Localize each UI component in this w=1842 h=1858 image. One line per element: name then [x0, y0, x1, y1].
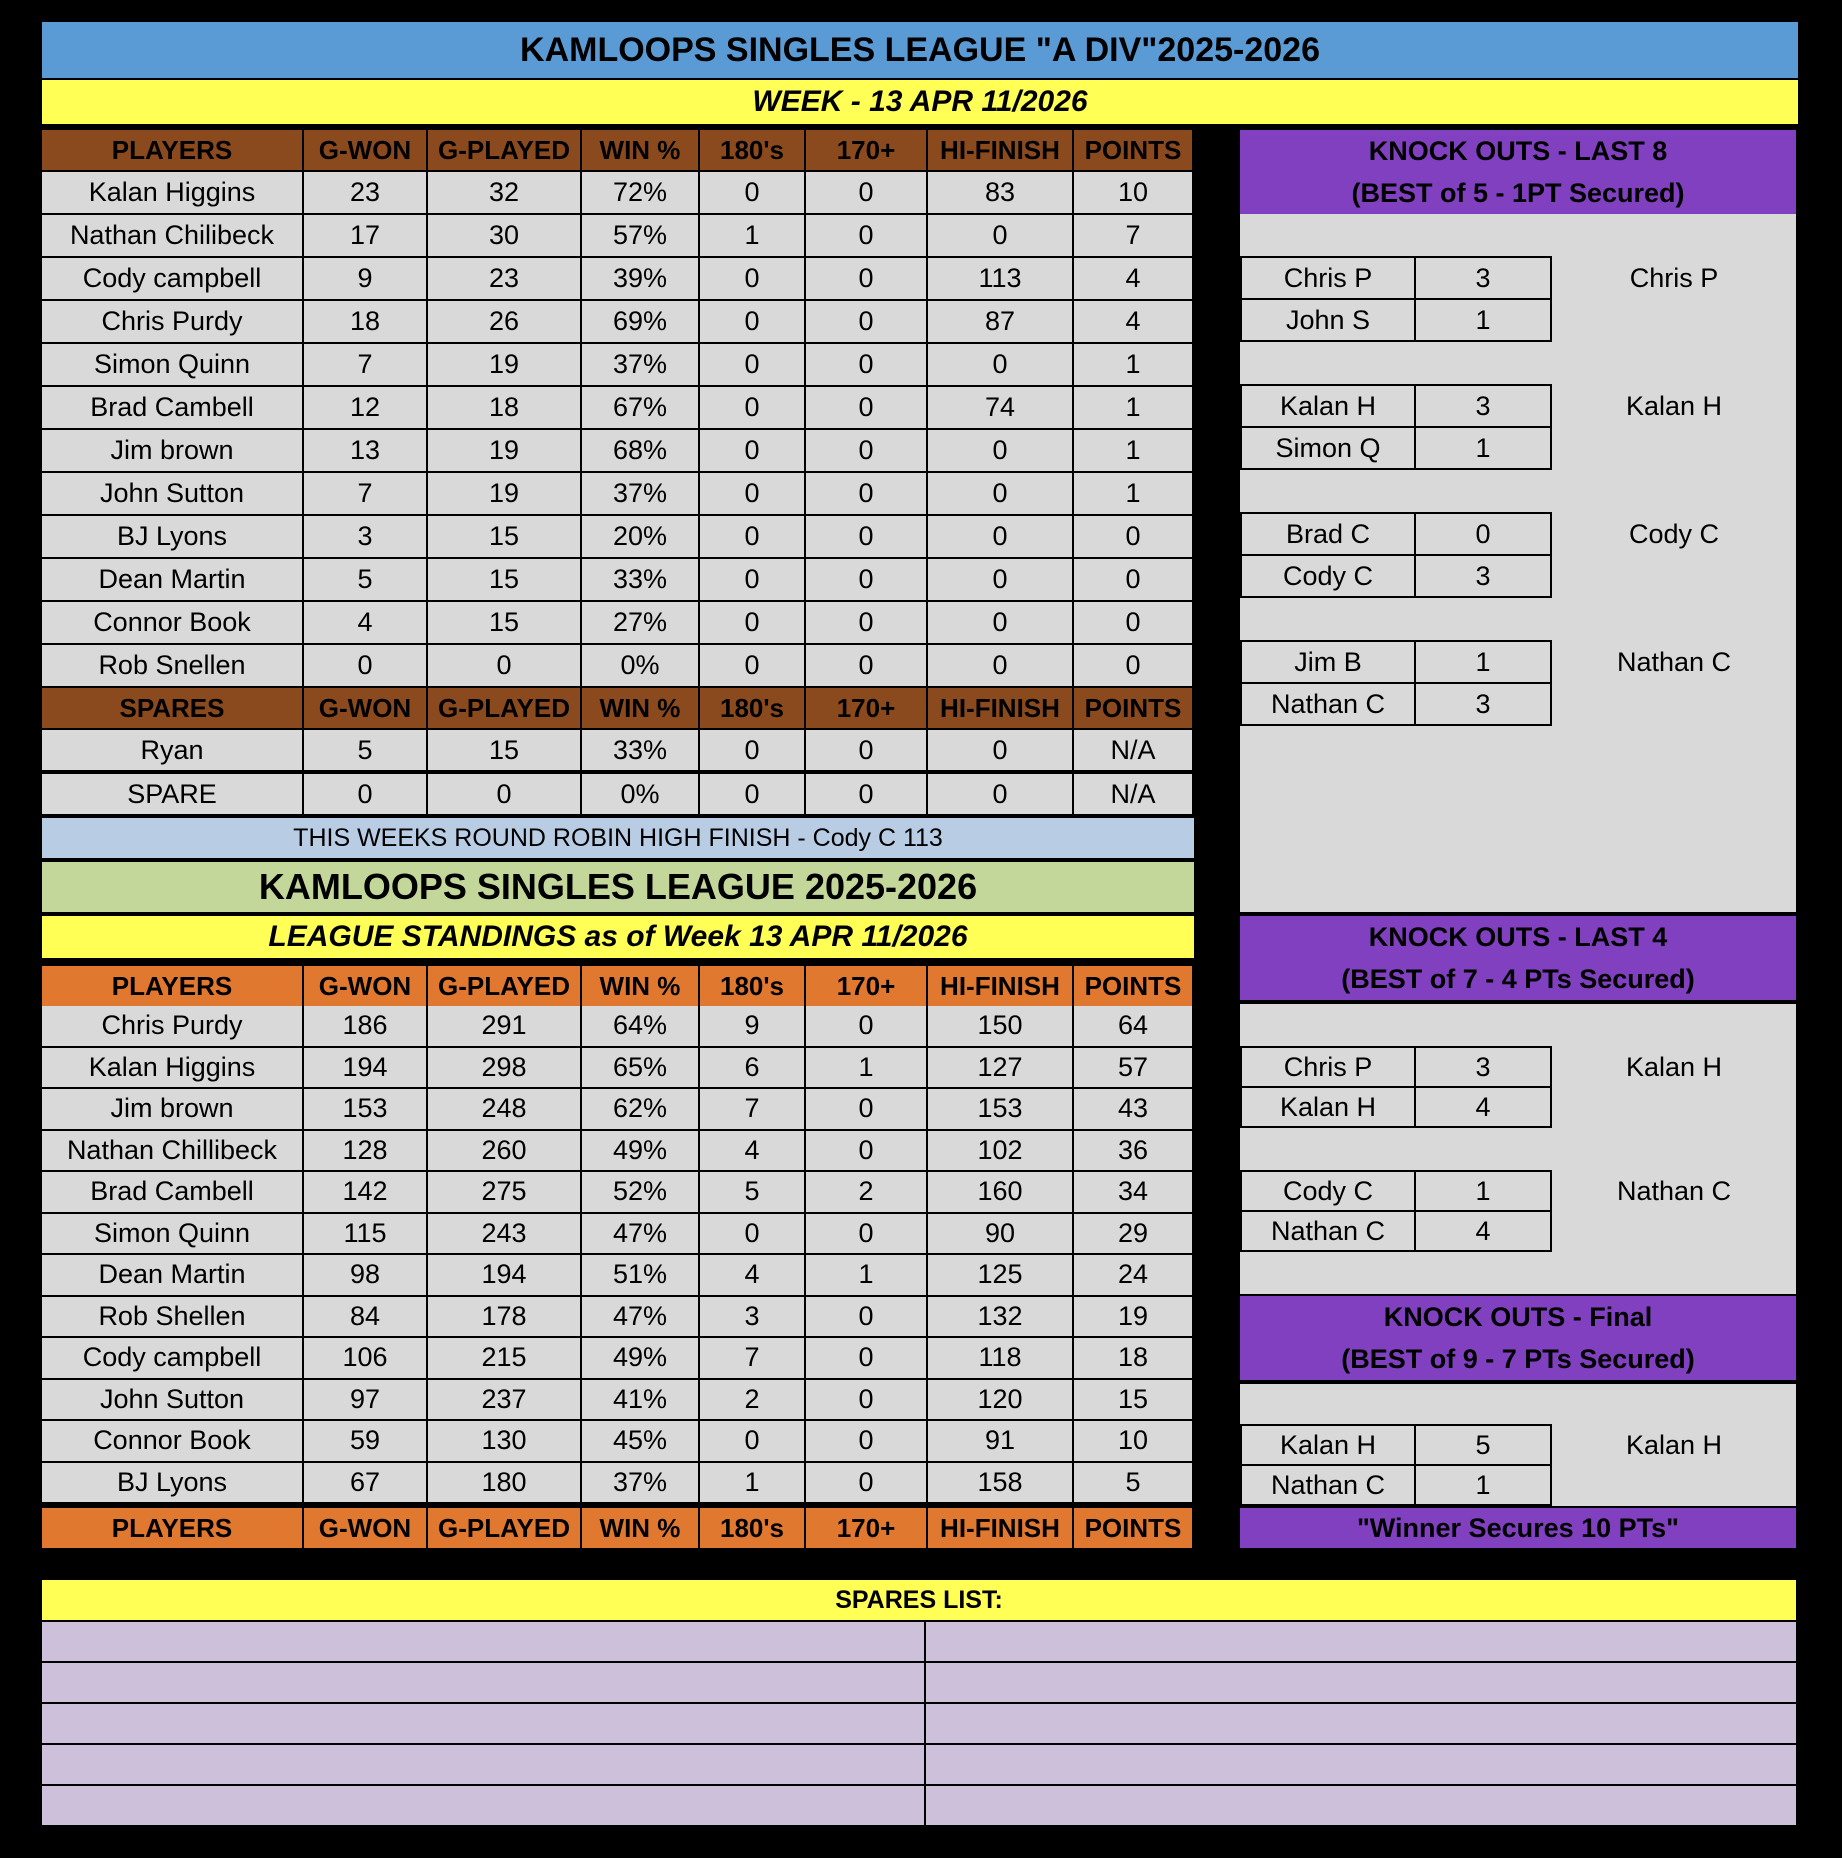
match-player: Brad C	[1240, 512, 1416, 556]
stat-cell: 19	[428, 473, 582, 516]
stat-cell: 0	[928, 774, 1074, 816]
stat-cell: 1	[700, 1463, 806, 1505]
stat-cell: 69%	[582, 301, 700, 344]
stat-cell: 0	[700, 344, 806, 387]
column-header: PLAYERS	[42, 966, 304, 1006]
player-name-cell: Dean Martin	[42, 559, 304, 602]
stat-cell: 0	[928, 559, 1074, 602]
stat-cell: 12	[304, 387, 428, 430]
stat-cell: 215	[428, 1338, 582, 1380]
stat-cell: 7	[304, 473, 428, 516]
stat-cell: 0	[928, 344, 1074, 387]
column-header: 170+	[806, 1508, 928, 1548]
stat-cell: 64	[1074, 1006, 1194, 1048]
knockout-subtitle: (BEST of 9 - 7 PTs Secured)	[1240, 1338, 1796, 1380]
stat-cell: 65%	[582, 1048, 700, 1090]
stat-cell: 178	[428, 1297, 582, 1339]
player-name-cell: Rob Snellen	[42, 645, 304, 688]
stat-cell: 298	[428, 1048, 582, 1090]
stat-cell: 59	[304, 1421, 428, 1463]
player-name-cell: BJ Lyons	[42, 1463, 304, 1505]
stat-cell: 1	[1074, 430, 1194, 473]
stat-cell: 0	[700, 1421, 806, 1463]
stat-cell: 47%	[582, 1297, 700, 1339]
stat-cell: 0	[806, 602, 928, 645]
stat-cell: 125	[928, 1255, 1074, 1297]
match-score: 3	[1414, 1046, 1552, 1088]
player-name-cell: Brad Cambell	[42, 1172, 304, 1214]
stat-cell: 29	[1074, 1214, 1194, 1256]
column-header: 180's	[700, 130, 806, 170]
match-winner: Chris P	[1552, 256, 1796, 300]
stat-cell: 0	[1074, 516, 1194, 559]
column-header: WIN %	[582, 966, 700, 1006]
match-player: Nathan C	[1240, 682, 1416, 726]
column-header: POINTS	[1074, 1508, 1194, 1548]
stat-cell: 5	[700, 1172, 806, 1214]
column-header: G-PLAYED	[428, 1508, 582, 1548]
match-player: Simon Q	[1240, 426, 1416, 470]
match-player: Nathan C	[1240, 1210, 1416, 1252]
stat-cell: 0	[928, 602, 1074, 645]
stat-cell: 97	[304, 1380, 428, 1422]
column-header: HI-FINISH	[928, 688, 1074, 728]
match-player: John S	[1240, 298, 1416, 342]
spares-list-cell	[42, 1622, 926, 1663]
match-player: Chris P	[1240, 1046, 1416, 1088]
stat-cell: 0	[304, 774, 428, 816]
match-winner: Cody C	[1552, 512, 1796, 556]
stat-cell: 9	[700, 1006, 806, 1048]
stat-cell: 1	[806, 1255, 928, 1297]
player-name-cell: Cody campbell	[42, 1338, 304, 1380]
spares-list-cell	[926, 1745, 1796, 1786]
stat-cell: 67%	[582, 387, 700, 430]
spares-list-title: SPARES LIST:	[42, 1580, 1796, 1620]
stat-cell: 33%	[582, 730, 700, 772]
player-name-cell: Dean Martin	[42, 1255, 304, 1297]
stat-cell: 158	[928, 1463, 1074, 1505]
stat-cell: 24	[1074, 1255, 1194, 1297]
player-name-cell: Connor Book	[42, 1421, 304, 1463]
stat-cell: 0	[806, 258, 928, 301]
player-name-cell: Jim brown	[42, 430, 304, 473]
stat-cell: 10	[1074, 172, 1194, 215]
knockout-subtitle: (BEST of 7 - 4 PTs Secured)	[1240, 958, 1796, 1000]
stat-cell: 194	[428, 1255, 582, 1297]
stat-cell: 0	[700, 1214, 806, 1256]
stat-cell: 153	[304, 1089, 428, 1131]
player-name-cell: Kalan Higgins	[42, 172, 304, 215]
column-header: G-WON	[304, 688, 428, 728]
stat-cell: 17	[304, 215, 428, 258]
stat-cell: 243	[428, 1214, 582, 1256]
stat-cell: 91	[928, 1421, 1074, 1463]
stat-cell: 130	[428, 1421, 582, 1463]
stat-cell: 1	[806, 1048, 928, 1090]
column-header: 180's	[700, 688, 806, 728]
stat-cell: 10	[1074, 1421, 1194, 1463]
stat-cell: 0	[700, 516, 806, 559]
player-name-cell: SPARE	[42, 774, 304, 816]
knockout-title: KNOCK OUTS - LAST 8	[1240, 130, 1796, 172]
column-header: 170+	[806, 130, 928, 170]
stat-cell: 0	[806, 430, 928, 473]
player-name-cell: Simon Quinn	[42, 344, 304, 387]
stat-cell: 142	[304, 1172, 428, 1214]
knockout-title: KNOCK OUTS - Final	[1240, 1296, 1796, 1338]
stat-cell: 49%	[582, 1131, 700, 1173]
stat-cell: 0	[928, 645, 1074, 688]
stat-cell: 7	[304, 344, 428, 387]
column-header: 170+	[806, 688, 928, 728]
column-header: SPARES	[42, 688, 304, 728]
stat-cell: 0	[806, 301, 928, 344]
match-score: 3	[1414, 384, 1552, 428]
stat-cell: 15	[428, 602, 582, 645]
column-header: HI-FINISH	[928, 966, 1074, 1006]
stat-cell: 0	[806, 215, 928, 258]
stat-cell: 18	[304, 301, 428, 344]
stat-cell: 106	[304, 1338, 428, 1380]
stat-cell: 2	[806, 1172, 928, 1214]
stat-cell: 1	[1074, 473, 1194, 516]
match-score: 1	[1414, 1464, 1552, 1506]
stat-cell: 3	[700, 1297, 806, 1339]
match-player: Kalan H	[1240, 1086, 1416, 1128]
stat-cell: 0	[428, 774, 582, 816]
stat-cell: 0	[806, 730, 928, 772]
stat-cell: 39%	[582, 258, 700, 301]
column-header: G-PLAYED	[428, 688, 582, 728]
column-header: 180's	[700, 1508, 806, 1548]
column-header: WIN %	[582, 130, 700, 170]
column-header: G-WON	[304, 130, 428, 170]
stat-cell: 47%	[582, 1214, 700, 1256]
column-header: PLAYERS	[42, 1508, 304, 1548]
match-score: 1	[1414, 426, 1552, 470]
stat-cell: 30	[428, 215, 582, 258]
match-winner: Kalan H	[1552, 1424, 1796, 1466]
stat-cell: 0	[806, 1380, 928, 1422]
stat-cell: 15	[1074, 1380, 1194, 1422]
stat-cell: 0	[700, 301, 806, 344]
stat-cell: 0	[700, 559, 806, 602]
stat-cell: 7	[700, 1338, 806, 1380]
stat-cell: 23	[304, 172, 428, 215]
stat-cell: 0	[700, 730, 806, 772]
player-name-cell: Cody campbell	[42, 258, 304, 301]
stat-cell: 0	[928, 215, 1074, 258]
match-score: 3	[1414, 256, 1552, 300]
stat-cell: 0	[806, 1089, 928, 1131]
stat-cell: 72%	[582, 172, 700, 215]
player-name-cell: Simon Quinn	[42, 1214, 304, 1256]
stat-cell: 0	[806, 1338, 928, 1380]
column-header: 180's	[700, 966, 806, 1006]
stat-cell: 4	[700, 1255, 806, 1297]
stat-cell: 37%	[582, 344, 700, 387]
stat-cell: 5	[304, 730, 428, 772]
stat-cell: 0	[700, 172, 806, 215]
stat-cell: 52%	[582, 1172, 700, 1214]
column-header: POINTS	[1074, 688, 1194, 728]
stat-cell: 57%	[582, 215, 700, 258]
stat-cell: 19	[428, 344, 582, 387]
player-name-cell: Nathan Chilibeck	[42, 215, 304, 258]
player-name-cell: Chris Purdy	[42, 1006, 304, 1048]
stat-cell: 26	[428, 301, 582, 344]
stat-cell: 0	[806, 774, 928, 816]
stat-cell: 4	[304, 602, 428, 645]
player-name-cell: Nathan Chillibeck	[42, 1131, 304, 1173]
column-header: POINTS	[1074, 130, 1194, 170]
player-name-cell: John Sutton	[42, 473, 304, 516]
stat-cell: 90	[928, 1214, 1074, 1256]
stat-cell: 15	[428, 516, 582, 559]
spares-list-cell	[42, 1704, 926, 1745]
match-winner: Nathan C	[1552, 1170, 1796, 1212]
stat-cell: 9	[304, 258, 428, 301]
stat-cell: 20%	[582, 516, 700, 559]
stat-cell: 18	[428, 387, 582, 430]
stat-cell: 57	[1074, 1048, 1194, 1090]
match-score: 1	[1414, 640, 1552, 684]
spares-list-cell	[42, 1663, 926, 1704]
stat-cell: 248	[428, 1089, 582, 1131]
player-name-cell: Brad Cambell	[42, 387, 304, 430]
stat-cell: 0%	[582, 645, 700, 688]
stat-cell: 19	[1074, 1297, 1194, 1339]
stat-cell: 113	[928, 258, 1074, 301]
stat-cell: 49%	[582, 1338, 700, 1380]
match-score: 4	[1414, 1086, 1552, 1128]
match-winner: Nathan C	[1552, 640, 1796, 684]
stat-cell: 132	[928, 1297, 1074, 1339]
match-player: Chris P	[1240, 256, 1416, 300]
match-player: Cody C	[1240, 1170, 1416, 1212]
stat-cell: 4	[700, 1131, 806, 1173]
spares-list-cell	[926, 1786, 1796, 1827]
stat-cell: 1	[1074, 344, 1194, 387]
league-title: KAMLOOPS SINGLES LEAGUE 2025-2026	[42, 862, 1194, 912]
match-score: 4	[1414, 1210, 1552, 1252]
match-player: Nathan C	[1240, 1464, 1416, 1506]
stat-cell: 2	[700, 1380, 806, 1422]
knockout-subtitle: (BEST of 5 - 1PT Secured)	[1240, 172, 1796, 214]
stat-cell: 83	[928, 172, 1074, 215]
knockout-final-footer: "Winner Secures 10 PTs"	[1240, 1508, 1796, 1548]
stat-cell: 0	[700, 774, 806, 816]
player-name-cell: Ryan	[42, 730, 304, 772]
stat-cell: 118	[928, 1338, 1074, 1380]
stat-cell: 7	[1074, 215, 1194, 258]
column-header: HI-FINISH	[928, 1508, 1074, 1548]
player-name-cell: Kalan Higgins	[42, 1048, 304, 1090]
column-header: PLAYERS	[42, 130, 304, 170]
week-banner: WEEK - 13 APR 11/2026	[42, 80, 1798, 124]
stat-cell: 4	[1074, 258, 1194, 301]
main-title: KAMLOOPS SINGLES LEAGUE "A DIV"2025-2026	[42, 22, 1798, 78]
stat-cell: 0	[806, 1297, 928, 1339]
match-winner: Kalan H	[1552, 384, 1796, 428]
stat-cell: 0	[806, 1006, 928, 1048]
stat-cell: 120	[928, 1380, 1074, 1422]
stat-cell: 0	[806, 172, 928, 215]
player-name-cell: BJ Lyons	[42, 516, 304, 559]
stat-cell: 45%	[582, 1421, 700, 1463]
stat-cell: 62%	[582, 1089, 700, 1131]
stat-cell: 23	[428, 258, 582, 301]
stat-cell: 0	[806, 1463, 928, 1505]
stat-cell: 0	[806, 1214, 928, 1256]
stat-cell: 0	[428, 645, 582, 688]
stat-cell: 1	[700, 215, 806, 258]
stat-cell: 153	[928, 1089, 1074, 1131]
stat-cell: 15	[428, 730, 582, 772]
stat-cell: 64%	[582, 1006, 700, 1048]
stat-cell: 0	[700, 602, 806, 645]
column-header: WIN %	[582, 688, 700, 728]
stat-cell: 194	[304, 1048, 428, 1090]
stat-cell: 186	[304, 1006, 428, 1048]
stat-cell: 1	[1074, 387, 1194, 430]
stat-cell: 0	[928, 473, 1074, 516]
stat-cell: 37%	[582, 1463, 700, 1505]
match-score: 0	[1414, 512, 1552, 556]
stat-cell: 0	[806, 1421, 928, 1463]
player-name-cell: Jim brown	[42, 1089, 304, 1131]
stat-cell: 0	[928, 730, 1074, 772]
stat-cell: 0	[700, 258, 806, 301]
stat-cell: 115	[304, 1214, 428, 1256]
column-header: WIN %	[582, 1508, 700, 1548]
stat-cell: 51%	[582, 1255, 700, 1297]
stat-cell: 0	[304, 645, 428, 688]
stat-cell: 260	[428, 1131, 582, 1173]
stat-cell: 13	[304, 430, 428, 473]
stat-cell: 180	[428, 1463, 582, 1505]
stat-cell: 15	[428, 559, 582, 602]
spares-list-cell	[926, 1704, 1796, 1745]
stat-cell: 0	[700, 473, 806, 516]
stat-cell: 6	[700, 1048, 806, 1090]
stat-cell: 98	[304, 1255, 428, 1297]
player-name-cell: John Sutton	[42, 1380, 304, 1422]
match-score: 5	[1414, 1424, 1552, 1466]
column-header: HI-FINISH	[928, 130, 1074, 170]
stat-cell: 41%	[582, 1380, 700, 1422]
stat-cell: 0	[700, 430, 806, 473]
column-header: 170+	[806, 966, 928, 1006]
stat-cell: 32	[428, 172, 582, 215]
stat-cell: 67	[304, 1463, 428, 1505]
stat-cell: 0	[806, 559, 928, 602]
stat-cell: 0	[806, 473, 928, 516]
stat-cell: N/A	[1074, 730, 1194, 772]
stat-cell: 237	[428, 1380, 582, 1422]
column-header: G-PLAYED	[428, 130, 582, 170]
stat-cell: 291	[428, 1006, 582, 1048]
stat-cell: 0	[1074, 559, 1194, 602]
stat-cell: 43	[1074, 1089, 1194, 1131]
stat-cell: 0	[806, 516, 928, 559]
match-player: Jim B	[1240, 640, 1416, 684]
stat-cell: N/A	[1074, 774, 1194, 816]
stat-cell: 0	[1074, 645, 1194, 688]
stat-cell: 0	[806, 1131, 928, 1173]
spares-list-cell	[926, 1663, 1796, 1704]
player-name-cell: Rob Shellen	[42, 1297, 304, 1339]
stat-cell: 7	[700, 1089, 806, 1131]
stat-cell: 4	[1074, 301, 1194, 344]
stat-cell: 0	[1074, 602, 1194, 645]
stat-cell: 33%	[582, 559, 700, 602]
stat-cell: 275	[428, 1172, 582, 1214]
match-score: 3	[1414, 682, 1552, 726]
match-player: Kalan H	[1240, 1424, 1416, 1466]
high-finish-note: THIS WEEKS ROUND ROBIN HIGH FINISH - Cody C 113	[42, 818, 1194, 858]
match-winner: Kalan H	[1552, 1046, 1796, 1088]
stat-cell: 0	[806, 645, 928, 688]
stat-cell: 160	[928, 1172, 1074, 1214]
stat-cell: 36	[1074, 1131, 1194, 1173]
stat-cell: 68%	[582, 430, 700, 473]
stat-cell: 37%	[582, 473, 700, 516]
spares-list-cell	[42, 1786, 926, 1827]
stat-cell: 18	[1074, 1338, 1194, 1380]
column-header: G-PLAYED	[428, 966, 582, 1006]
stat-cell: 19	[428, 430, 582, 473]
stat-cell: 0	[700, 387, 806, 430]
match-player: Cody C	[1240, 554, 1416, 598]
stat-cell: 0	[806, 344, 928, 387]
stat-cell: 102	[928, 1131, 1074, 1173]
column-header: G-WON	[304, 1508, 428, 1548]
player-name-cell: Connor Book	[42, 602, 304, 645]
stat-cell: 27%	[582, 602, 700, 645]
stat-cell: 0	[806, 387, 928, 430]
stat-cell: 74	[928, 387, 1074, 430]
stat-cell: 127	[928, 1048, 1074, 1090]
stat-cell: 128	[304, 1131, 428, 1173]
spares-list-cell	[42, 1745, 926, 1786]
match-score: 3	[1414, 554, 1552, 598]
spares-list-cell	[926, 1622, 1796, 1663]
stat-cell: 84	[304, 1297, 428, 1339]
stat-cell: 5	[304, 559, 428, 602]
stat-cell: 150	[928, 1006, 1074, 1048]
match-score: 1	[1414, 1170, 1552, 1212]
match-player: Kalan H	[1240, 384, 1416, 428]
knockout-title: KNOCK OUTS - LAST 4	[1240, 916, 1796, 958]
stat-cell: 87	[928, 301, 1074, 344]
stat-cell: 3	[304, 516, 428, 559]
stat-cell: 0	[928, 430, 1074, 473]
stat-cell: 34	[1074, 1172, 1194, 1214]
stat-cell: 0	[700, 645, 806, 688]
player-name-cell: Chris Purdy	[42, 301, 304, 344]
standings-banner: LEAGUE STANDINGS as of Week 13 APR 11/2026	[42, 916, 1194, 958]
match-score: 1	[1414, 298, 1552, 342]
column-header: POINTS	[1074, 966, 1194, 1006]
column-header: G-WON	[304, 966, 428, 1006]
stat-cell: 0	[928, 516, 1074, 559]
stat-cell: 5	[1074, 1463, 1194, 1505]
stat-cell: 0%	[582, 774, 700, 816]
